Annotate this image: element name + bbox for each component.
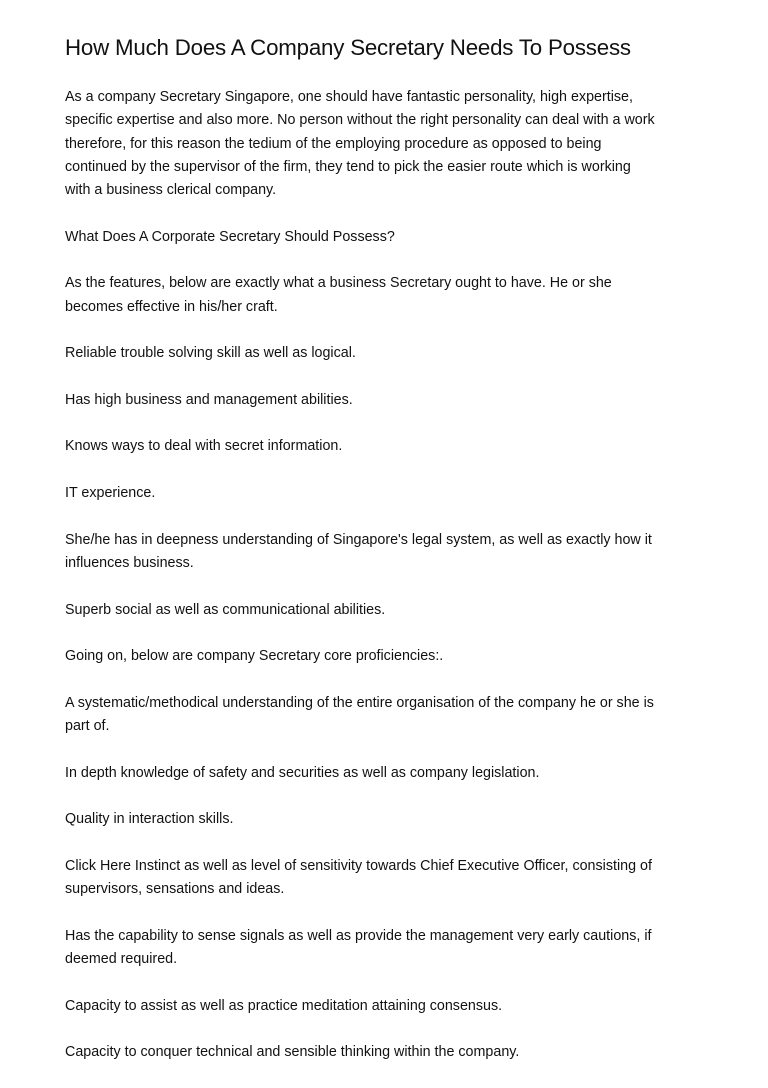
paragraph (65, 995, 655, 1018)
text-line: Capacity to assist as well as practice meditation attaining consensus. (65, 997, 503, 1014)
paragraph (65, 1041, 655, 1064)
text-line: Capacity to conquer technical and sensible thinking within the company. (65, 1044, 520, 1061)
paragraph (65, 272, 655, 319)
text-line: What Does A Corporate Secretary Should Possess? (65, 228, 395, 245)
text-line: As a company Secretary Singapore, one should have fantastic personality, high expertise, (65, 89, 633, 105)
text-line: influences business. (65, 554, 194, 571)
paragraph (65, 692, 655, 739)
text-line: Has high business and management abilities. (65, 391, 353, 408)
document-body (65, 86, 655, 1088)
text-line: specific expertise and also more. No person without the right personality can deal with a work (65, 112, 655, 129)
text-line: She/he has in deepness understanding of Singapore's legal system, as well as exactly how it (65, 531, 652, 548)
text-line: with a business clerical company. (65, 182, 277, 199)
text-line: deemed required. (65, 950, 178, 967)
text-line: Has the capability to sense signals as well as provide the management very early cautions, if (65, 927, 652, 944)
paragraph (65, 529, 655, 576)
paragraph (65, 808, 655, 831)
paragraph (65, 599, 655, 622)
text-line: IT experience. (65, 485, 156, 502)
text-line: A systematic/methodical understanding of the entire organisation of the company he or she is (65, 694, 654, 711)
paragraph (65, 342, 655, 365)
text-line: Quality in interaction skills. (65, 811, 234, 828)
paragraph (65, 86, 655, 202)
document-title: How Much Does A Company Secretary Needs To Possess (65, 35, 631, 60)
paragraph (65, 762, 655, 785)
paragraph (65, 226, 655, 249)
text-line: part of. (65, 718, 110, 735)
text-line: Reliable trouble solving skill as well as logical. (65, 345, 356, 362)
paragraph (65, 855, 655, 902)
text-line: supervisors, sensations and ideas. (65, 881, 285, 898)
text-line: Going on, below are company Secretary core proficiencies:. (65, 648, 444, 665)
text-line: As the features, below are exactly what a business Secretary ought to have. He or she (65, 275, 612, 292)
paragraph (65, 389, 655, 412)
paragraph (65, 482, 655, 505)
paragraph (65, 435, 655, 458)
text-line: Click Here Instinct as well as level of sensitivity towards Chief Executive Officer, consisting of (65, 857, 652, 874)
paragraph (65, 645, 655, 668)
text-line: Knows ways to deal with secret information. (65, 438, 343, 455)
text-line: becomes effective in his/her craft. (65, 298, 278, 315)
text-line: In depth knowledge of safety and securities as well as company legislation. (65, 764, 540, 781)
paragraph (65, 925, 655, 972)
text-line: Superb social as well as communicational abilities. (65, 601, 386, 618)
text-line: continued by the supervisor of the firm, they tend to pick the easier route which is working (65, 158, 631, 175)
text-line: therefore, for this reason the tedium of the employing procedure as opposed to being (65, 135, 602, 152)
